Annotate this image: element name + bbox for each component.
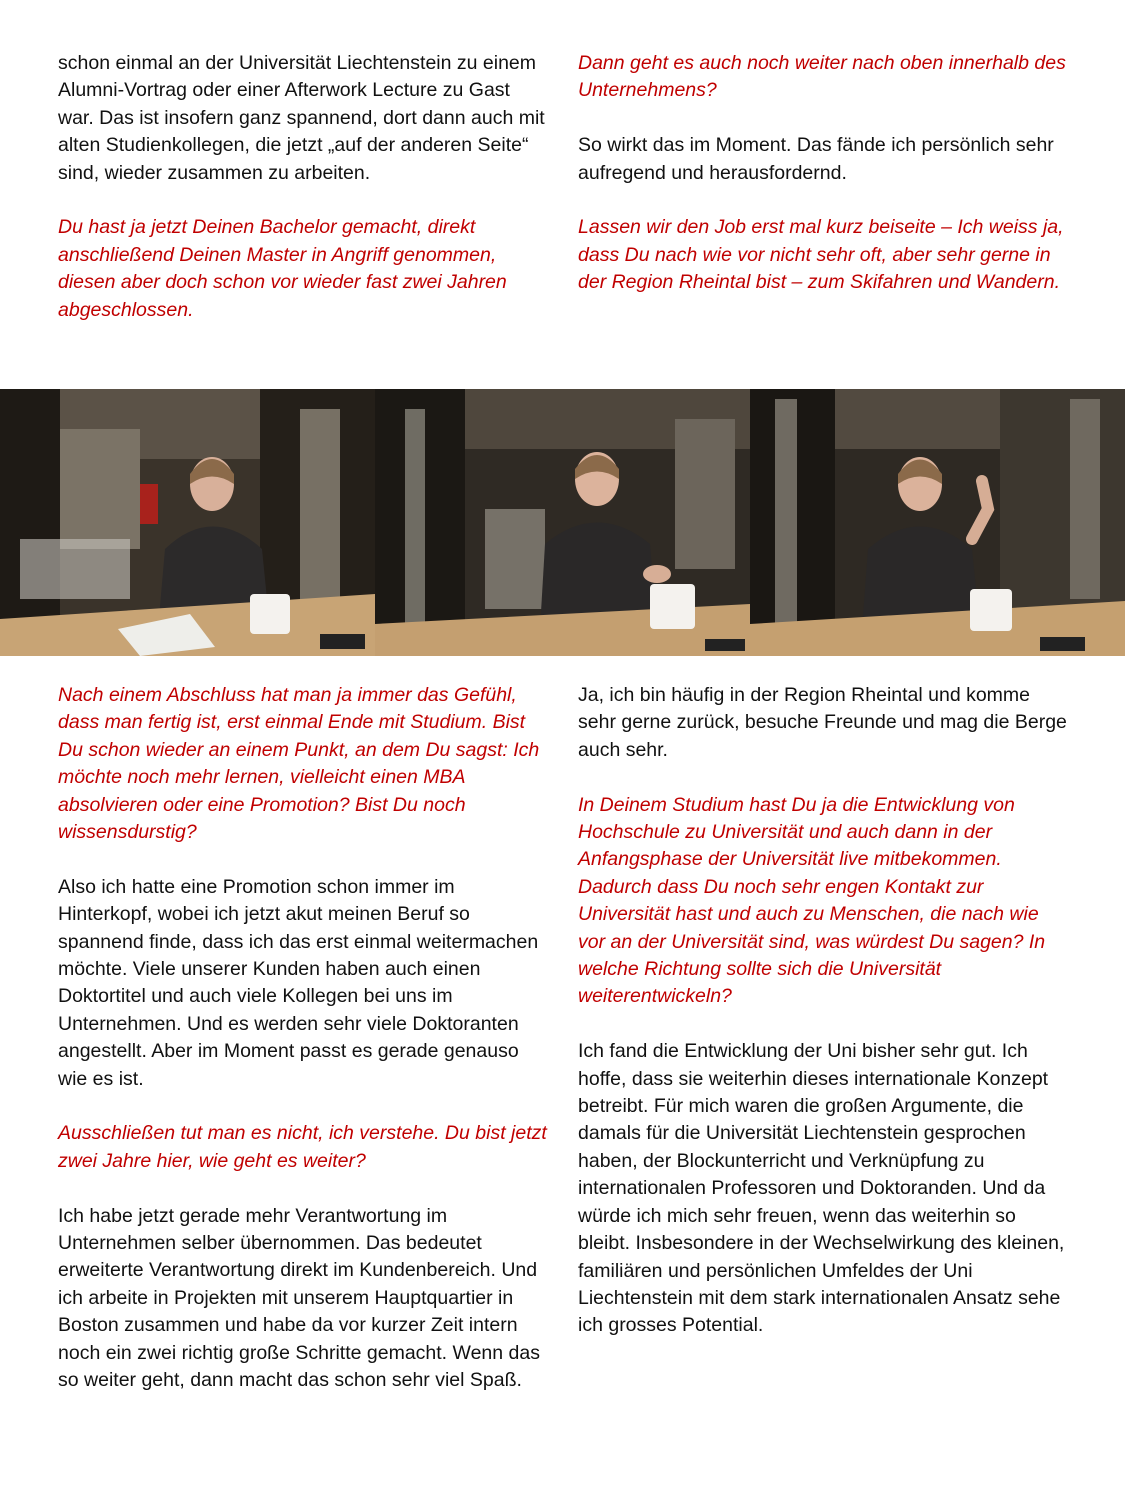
answer-paragraph: Also ich hatte eine Promotion schon immer im Hinterkopf, wobei ich jetzt akut meinen Beruf so spannend finde, dass ich das erst einmal weitermachen möchte. Viele unserer Kunden haben auch einen Doktortitel und auch viele Kollegen bei uns im Unternehmen. Und es werden sehr viele Doktoranten angestellt. Aber im Moment passt es gerade genauso wie es ist. — [58, 875, 539, 1090]
interview-photo-3 — [750, 389, 1125, 656]
question-paragraph: In Deinem Studium hast Du ja die Entwicklung von Hochschule zu Universität und auch dann in der Anfangsphase der Universität live mitbekommen. Dadurch dass Du noch sehr engen Kontakt zur Universität hast und auch zu Menschen, die nach wie vor an der Universität sind, was würdest Du sagen? In welche Richtung sollte sich die Universität weiterentwickeln? — [578, 793, 1046, 1008]
column-bottom-right — [578, 682, 1070, 1340]
interview-photo-1 — [0, 389, 375, 656]
question-paragraph: Du hast ja jetzt Deinen Bachelor gemacht, direkt anschließend Deinen Master in Angriff genommen, diesen aber doch schon vor wieder fast zwei Jahren abgeschlossen. — [58, 216, 507, 321]
interview-photo-2 — [375, 389, 750, 656]
question-paragraph: Lassen wir den Job erst mal kurz beiseite – Ich weiss ja, dass Du nach wie vor nicht sehr oft, aber sehr gerne in der Region Rheintal bist – zum Skifahren und Wandern. — [578, 216, 1064, 294]
photo-strip — [0, 389, 1125, 656]
question-paragraph: Ausschließen tut man es nicht, ich verstehe. Du bist jetzt zwei Jahre hier, wie geht es weiter? — [58, 1122, 547, 1172]
question-paragraph: Nach einem Abschluss hat man ja immer das Gefühl, dass man fertig ist, erst einmal Ende mit Studium. Bist Du schon wieder an einem Punkt, an dem Du sagst: Ich möchte noch mehr lernen, vielleicht einen MBA absolvieren oder eine Promotion? Bist Du noch wissensdurstig? — [58, 684, 540, 844]
question-paragraph: Dann geht es auch noch weiter nach oben innerhalb des Unternehmens? — [578, 52, 1066, 102]
answer-paragraph: So wirkt das im Moment. Das fände ich persönlich sehr aufregend und herausfordernd. — [578, 134, 1054, 184]
answer-paragraph: schon einmal an der Universität Liechtenstein zu einem Alumni-Vortrag oder einer Afterwork Lecture zu Gast war. Das ist insofern ganz spannend, dort dann auch mit alten Studienkollegen, die jetzt „auf der anderen Seite“ sind, wieder zusammen zu arbeiten. — [58, 52, 545, 184]
answer-paragraph: Ich fand die Entwicklung der Uni bisher sehr gut. Ich hoffe, dass sie weiterhin dieses internationale Konzept betreibt. Für mich waren die großen Argumente, die damals für die Universität Liechtenstein gesprochen haben, der Blockunterricht und Verknüpfung zu internationalen Professoren und Doktoranden. Und da würde ich mich sehr freuen, wenn das weiterhin so bleibt. Insbesondere in der Wechselwirkung des kleinen, familiären und persönlichen Umfeldes der Uni Liechtenstein mit dem stark internationalen Ansatz sehe ich grosses Potential. — [578, 1040, 1065, 1337]
column-top-right — [578, 50, 1070, 297]
answer-paragraph: Ja, ich bin häufig in der Region Rheintal und komme sehr gerne zurück, besuche Freunde und mag die Berge auch sehr. — [578, 684, 1067, 761]
answer-paragraph: Ich habe jetzt gerade mehr Verantwortung im Unternehmen selber übernommen. Das bedeutet erweiterte Verantwortung direkt im Kundenbereich. Und ich arbeite in Projekten mit unserem Hauptquartier in Boston zusammen und habe da vor kurzer Zeit intern noch ein zwei richtig große Schritte gemacht. Wenn das so weiter geht, dann macht das schon sehr viel Spaß. — [58, 1204, 540, 1392]
column-bottom-left — [58, 682, 550, 1395]
column-top-left — [58, 50, 550, 324]
